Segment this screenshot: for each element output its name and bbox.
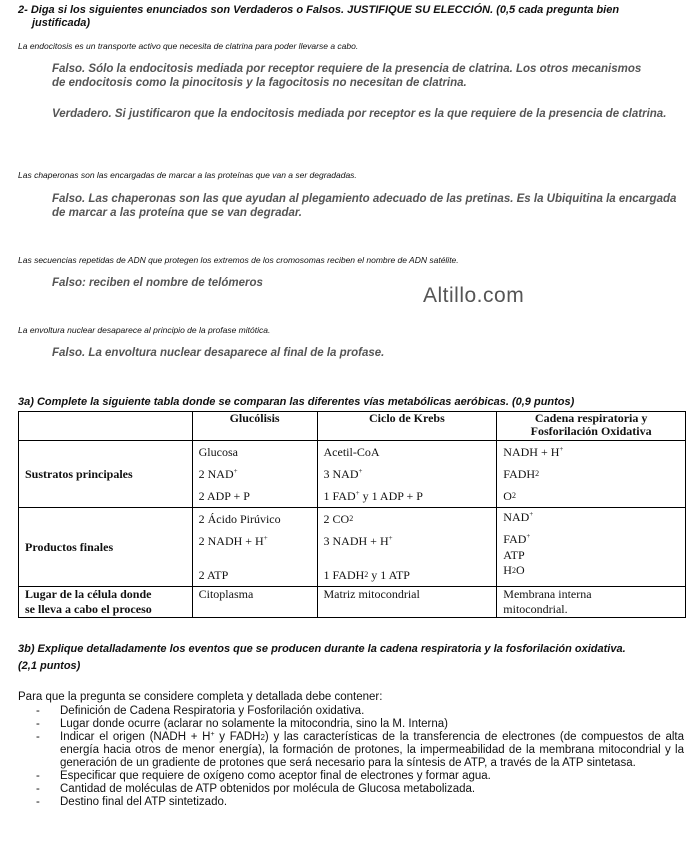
prod-gluc-2: 2 NADH + H+ [198, 534, 268, 548]
q2-answer-1b: Verdadero. Si justificaron que la endocitosis mediada por receptor es la que requiere de la presencia de clatrina. [52, 108, 667, 120]
q2-statement-2: Las chaperonas son las encargadas de marcar a las proteínas que van a ser degradadas. [18, 170, 357, 180]
prod-cad-3: ATP [503, 548, 525, 562]
q3a-heading: 3a) Complete la siguiente tabla donde se comparan las diferentes vías metabólicas aeróbicas. (0,9 puntos) [18, 396, 575, 408]
prod-cad-2: FAD+ [503, 532, 531, 546]
cell-productos-krebs [317, 508, 497, 587]
lugar-gluc: Citoplasma [198, 587, 254, 601]
q2-heading [18, 4, 688, 30]
header-krebs: Ciclo de Krebs [317, 412, 497, 441]
prod-krebs-1: 2 CO2 [323, 512, 354, 526]
lugar-krebs: Matriz mitocondrial [323, 587, 420, 601]
prod-gluc-3: 2 ATP [198, 568, 229, 582]
q2-heading-line1: 2- Diga si los siguientes enunciados son Verdaderos o Falsos. JUSTIFIQUE SU ELECCIÓN. (0,5 cada pregunta bien [18, 4, 620, 16]
sust-cad-2: FADH2 [503, 467, 540, 481]
q3b-heading-line2: (2,1 puntos) [18, 660, 81, 672]
q2-answer-3: Falso: reciben el nombre de telómeros [52, 277, 263, 289]
header-cadena-line1: Cadena respiratoria y [534, 411, 648, 425]
sust-cad-1: NADH + H+ [503, 445, 564, 459]
q3b-bullet-1: - Definición de Cadena Respiratoria y Fosforilación oxidativa. [36, 705, 365, 717]
prod-gluc-1: 2 Ácido Pirúvico [198, 512, 281, 526]
prod-cad-1: NAD+ [503, 510, 534, 524]
cell-lugar-glucolisis [192, 587, 317, 618]
q3b-bullet-origin: - Indicar el origen (NADH + H+ y FADH2) y las características de la transferencia de electrones (de compuestos de alta energía hacia otros de menor energía), la formación de protones, la impermeabilidad de la membrana mitocondrial y la generación de un gradiente de protones que será necesario para la síntesis de ATP, a través de la ATP sintetasa. [36, 731, 684, 769]
row-label-sustratos: Sustratos principales [19, 441, 193, 508]
prod-krebs-2: 3 NADH + H+ [323, 534, 393, 548]
q3b-intro: Para que la pregunta se considere completa y detallada debe contener: [18, 691, 383, 703]
sust-gluc-2: 2 NAD+ [198, 467, 238, 481]
sust-cad-3: O2 [503, 489, 516, 503]
q3b-heading-line1: 3b) Explique detalladamente los eventos que se producen durante la cadena respiratoria y la fosforilación oxidativa. [18, 643, 626, 655]
q2-heading-line2: justificada) [32, 17, 91, 29]
cell-lugar-krebs [317, 587, 497, 618]
q3b-bullet-4: - Especificar que requiere de oxígeno como aceptor final de electrones y formar agua. [36, 770, 491, 782]
q3b-bullet-5: - Cantidad de moléculas de ATP obtenidos por molécula de Glucosa metabolizada. [36, 783, 476, 795]
cell-sustratos-krebs [317, 441, 497, 508]
prod-cad-4: H2O [503, 563, 525, 577]
row-label-lugar-line2: se lleva a cabo el proceso [25, 602, 152, 616]
sust-gluc-3: 2 ADP + P [198, 489, 250, 503]
sust-krebs-2: 3 NAD+ [323, 467, 363, 481]
table-row-lugar [19, 587, 686, 618]
watermark-altillo: Altillo.com [423, 284, 525, 307]
sust-gluc-1: Glucosa [198, 445, 238, 459]
table-header-row [19, 412, 686, 441]
q2-statement-1: La endocitosis es un transporte activo que necesita de clatrina para poder llevarse a cabo. [18, 41, 359, 51]
lugar-cad-2: mitocondrial. [503, 602, 568, 616]
cell-sustratos-cadena [497, 441, 686, 508]
sust-krebs-1: Acetil-CoA [323, 445, 380, 459]
header-cadena-line2: Fosforilación Oxidativa [530, 424, 652, 438]
q2-statement-4: La envoltura nuclear desaparece al principio de la profase mitótica. [18, 325, 271, 335]
header-glucolisis: Glucólisis [192, 412, 317, 441]
q3b-heading [18, 643, 694, 673]
cell-sustratos-glucolisis [192, 441, 317, 508]
q3b-bullet-list [18, 705, 684, 809]
prod-krebs-spacer [324, 552, 491, 564]
q3b-bullet-2: - Lugar donde ocurre (aclarar no solamente la mitocondria, sino la M. Interna) [36, 718, 449, 730]
prod-krebs-3: 1 FADH2 y 1 ATP [323, 568, 410, 582]
q2-answer-2: Falso. Las chaperonas son las que ayudan al plegamiento adecuado de las pretinas. Es la Ubiquitina la encargada de marcar a las proteína que se van degradar. [52, 193, 677, 219]
cell-productos-glucolisis [192, 508, 317, 587]
table-row-sustratos [19, 441, 686, 508]
row-label-productos: Productos finales [19, 508, 193, 587]
header-cadena [497, 412, 686, 441]
row-label-lugar-line1: Lugar de la célula donde [25, 587, 152, 601]
row-label-lugar [19, 587, 193, 618]
header-empty-cell [19, 412, 193, 441]
table-row-productos [19, 508, 686, 587]
q3b-bullet-6: - Destino final del ATP sintetizado. [36, 796, 228, 808]
lugar-cad-1: Membrana interna [503, 587, 592, 601]
cell-productos-cadena [497, 508, 686, 587]
q2-answer-1a: Falso. Sólo la endocitosis mediada por receptor requiere de la presencia de clatrina. Los otros mecanismos de endocitosis como la pinocitosis y la fagocitosis no necesitan de clatrina. [52, 63, 642, 89]
prod-gluc-spacer [199, 552, 311, 564]
cell-lugar-cadena [497, 587, 686, 618]
q2-answer-4: Falso. La envoltura nuclear desaparece al final de la profase. [52, 347, 385, 359]
metabolic-pathways-table [18, 411, 686, 618]
sust-krebs-3: 1 FAD+ y 1 ADP + P [323, 489, 423, 503]
q2-statement-3: Las secuencias repetidas de ADN que protegen los extremos de los cromosomas reciben el nombre de ADN satélite. [18, 255, 459, 265]
